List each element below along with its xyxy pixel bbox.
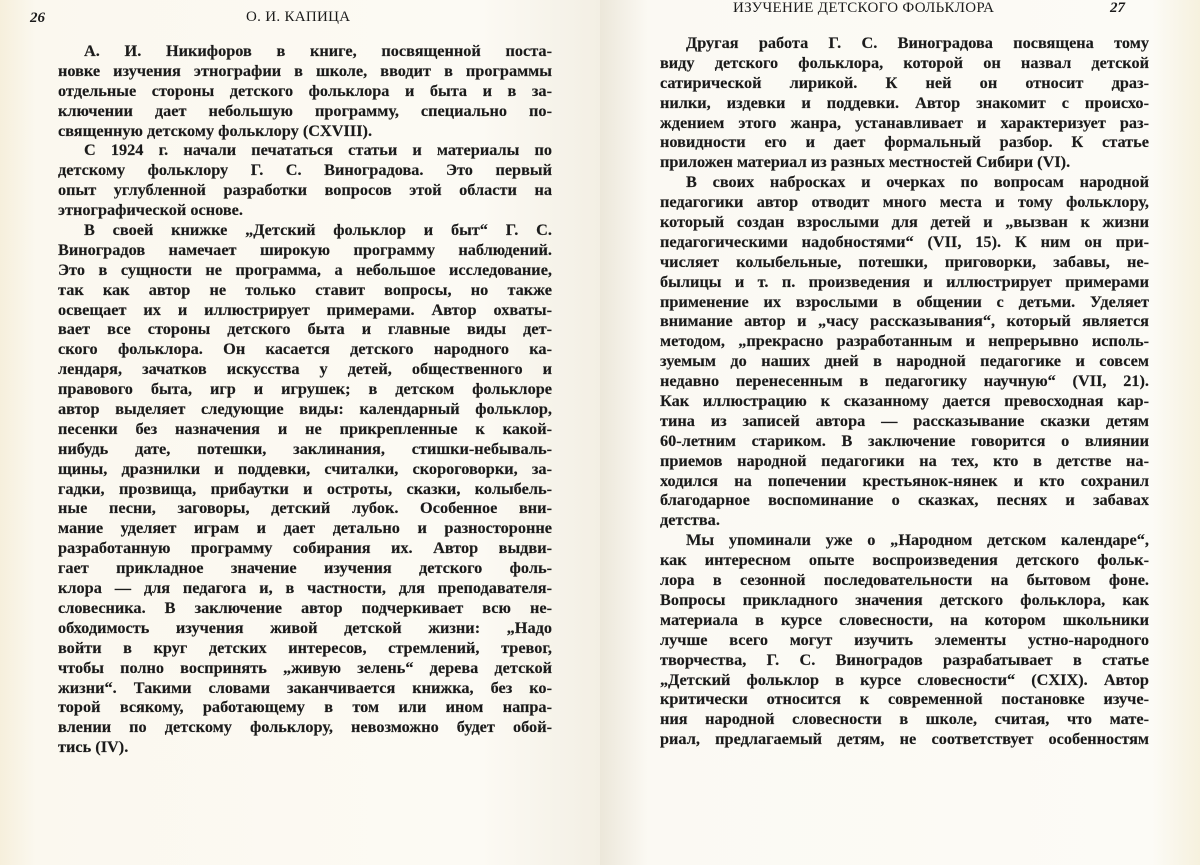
text-line: „Детский фольклор в курсе словесности“ (CXIX). Автор [660, 669, 1149, 689]
text-line: так как автор не только ставит вопросы, но также [58, 279, 552, 299]
running-head: ИЗУЧЕНИЕ ДЕТСКОГО ФОЛЬКЛОРА [733, 0, 995, 16]
text-line: лендаря, зачатков искусства у детей, общественного и [58, 359, 552, 379]
text-line: опыт углубленной разработки вопросов этой области на [58, 180, 552, 200]
text-line: благодарное воспоминание о сказках, песнях и забавах [660, 490, 1149, 510]
text-line: новидности его и дает формальный разбор. К статье [660, 132, 1149, 152]
text-line: В своей книжке „Детский фольклор и быт“ Г. С. [84, 220, 552, 240]
paragraph [660, 530, 1149, 749]
running-head: О. И. КАПИЦА [246, 9, 351, 25]
page-body [660, 33, 1149, 749]
text-line: С 1924 г. начали печататься статьи и материалы по [84, 140, 552, 160]
text-line: детскому фольклору Г. С. Виноградова. Это первый [58, 160, 552, 180]
text-line: педагогики автор отводит много места и тому фольклору, [660, 192, 1149, 212]
text-line: недавно перенесенным в педагогику научную“ (VII, 21). [660, 371, 1149, 391]
text-line: отдельные стороны детского фольклора и быта и в за- [58, 80, 552, 100]
text-line: детства. [660, 510, 720, 530]
text-line: приемов народной педагогики на тех, кто в детстве на- [660, 450, 1149, 470]
text-line: нилки, издевки и поддевки. Автор знакомит с происхо- [660, 92, 1149, 112]
text-line: Другая работа Г. С. Виноградова посвящена тому [686, 33, 1149, 52]
text-line: клора — для педагога и, в частности, для преподавателя- [58, 578, 552, 598]
text-line: ходился на попечении крестьянок-нянек и кто сохранил [660, 470, 1149, 490]
text-line: влении по детскому фольклору, невозможно будет обой- [58, 717, 552, 737]
text-line: творчества, Г. С. Виноградов разрабатывает в статье [660, 649, 1149, 669]
text-line: лучше всего могут изучить элементы устно-народного [660, 629, 1149, 649]
text-line: материала в курсе словесности, на котором школьники [660, 609, 1149, 629]
text-line: 60-летним стариком. В заключение говорится о влиянии [660, 430, 1149, 450]
text-line: Виноградов намечает широкую программу наблюдений. [58, 239, 552, 259]
text-line: чтобы полно воспринять „живую зелень“ дерева детской [58, 657, 552, 677]
text-line: лора в сезонной последовательности на бытовом фоне. [660, 570, 1149, 590]
text-line: ния народной словесности в школе, считая, что мате- [660, 709, 1149, 729]
text-line: Мы упоминали уже о „Народном детском календаре“, [686, 530, 1149, 550]
text-line: приложен материал из разных местностей Сибири (VI). [660, 152, 1071, 172]
text-line: ского фольклора. Он касается детского народного ка- [58, 339, 552, 359]
text-line: жизни“. Такими словами заканчивается книжка, без ко- [58, 677, 552, 697]
text-line: правового быта, игр и игрушек; в детском фольклоре [58, 379, 552, 399]
text-line: который создан взрослыми для детей и „вызван к жизни [660, 212, 1149, 232]
text-line: Как иллюстрацию к сказанному дается превосходная кар- [660, 391, 1149, 411]
text-line: мание уделяет играм и дает детально и разносторонне [58, 518, 552, 538]
page-number: 26 [30, 10, 45, 26]
page-body [58, 41, 552, 757]
right-page [600, 0, 1200, 865]
text-line: этнографической основе. [58, 200, 243, 220]
text-line: новке изучения этнографии в школе, вводит в программы [58, 60, 552, 80]
text-line: Вопросы прикладного значения детского фольклора, как [660, 589, 1149, 609]
paragraph [660, 172, 1149, 530]
text-line: разработанную программу собирания их. Автор выдви- [58, 538, 552, 558]
text-line: гает прикладное значение изучения детского фоль- [58, 558, 552, 578]
text-line: торой всякому, работающему в том или ином напра- [58, 697, 552, 717]
text-line: В своих набросках и очерках по вопросам народной [686, 172, 1149, 192]
text-line: числяет колыбельные, потешки, приговорки, забавы, не- [660, 251, 1149, 271]
text-line: тись (IV). [58, 737, 129, 757]
text-line: вает все стороны детского быта и главные виды дет- [58, 319, 552, 339]
text-line: гадки, прозвища, прибаутки и остроты, сказки, колыбель- [58, 478, 552, 498]
text-line: войти в круг детских интересов, стремлений, тревог, [58, 637, 552, 657]
text-line: ждением этого жанра, устанавливает и характеризует раз- [660, 112, 1149, 132]
text-line: педагогическими надобностями“ (VII, 15). К ним он при- [660, 231, 1149, 251]
text-line: методом, „прекрасно разработанным и непрерывно исполь- [660, 331, 1149, 351]
paragraph [58, 41, 552, 140]
text-line: ные песни, заговоры, детский лубок. Особенное вни- [58, 498, 552, 518]
paragraph [58, 140, 552, 220]
text-line: внимание автор и „часу рассказывания“, который является [660, 311, 1149, 331]
text-line: нибудь дате, потешки, заклинания, стишки-небываль- [58, 438, 552, 458]
text-line: песенки без назначения и не прикрепленные к какой- [58, 418, 552, 438]
paragraph [58, 220, 552, 757]
text-line: освещает их и иллюстрирует примерами. Автор охваты- [58, 299, 552, 319]
text-line: риал, предлагаемый детям, не соответствует особенностям [660, 729, 1149, 749]
text-line: былицы и т. п. произведения и иллюстрирует примерами [660, 271, 1149, 291]
text-line: обходимость изучения живой детской жизни: „Надо [58, 617, 552, 637]
text-line: ключении дает небольшую программу, специально по- [58, 100, 552, 120]
text-line: тина из записей автора — рассказывание сказки детям [660, 410, 1149, 430]
text-line: Это в сущности не программа, а небольшое исследование, [58, 259, 552, 279]
text-line: священную детскому фольклору (CXVIII). [58, 120, 373, 140]
paragraph [660, 33, 1149, 172]
text-line: сатирической лирикой. К ней он относит драз- [660, 72, 1149, 92]
text-line: автор выделяет следующие виды: календарный фольклор, [58, 399, 552, 419]
text-line: А. И. Никифоров в книге, посвященной поста- [84, 41, 552, 60]
text-line: щины, дразнилки и поддевки, считалки, скороговорки, за- [58, 458, 552, 478]
text-line: словесника. В заключение автор подчеркивает всю не- [58, 597, 552, 617]
page-number: 27 [1110, 0, 1125, 16]
text-line: зуемым до наших дней в народной педагогике и совсем [660, 351, 1149, 371]
text-line: как интересном опыте воспроизведения детского фольк- [660, 550, 1149, 570]
text-line: виду детского фольклора, которой он назвал детской [660, 52, 1149, 72]
text-line: применение их взрослыми в общении с детьми. Уделяет [660, 291, 1149, 311]
text-line: критически относится к современной постановке изуче- [660, 689, 1149, 709]
